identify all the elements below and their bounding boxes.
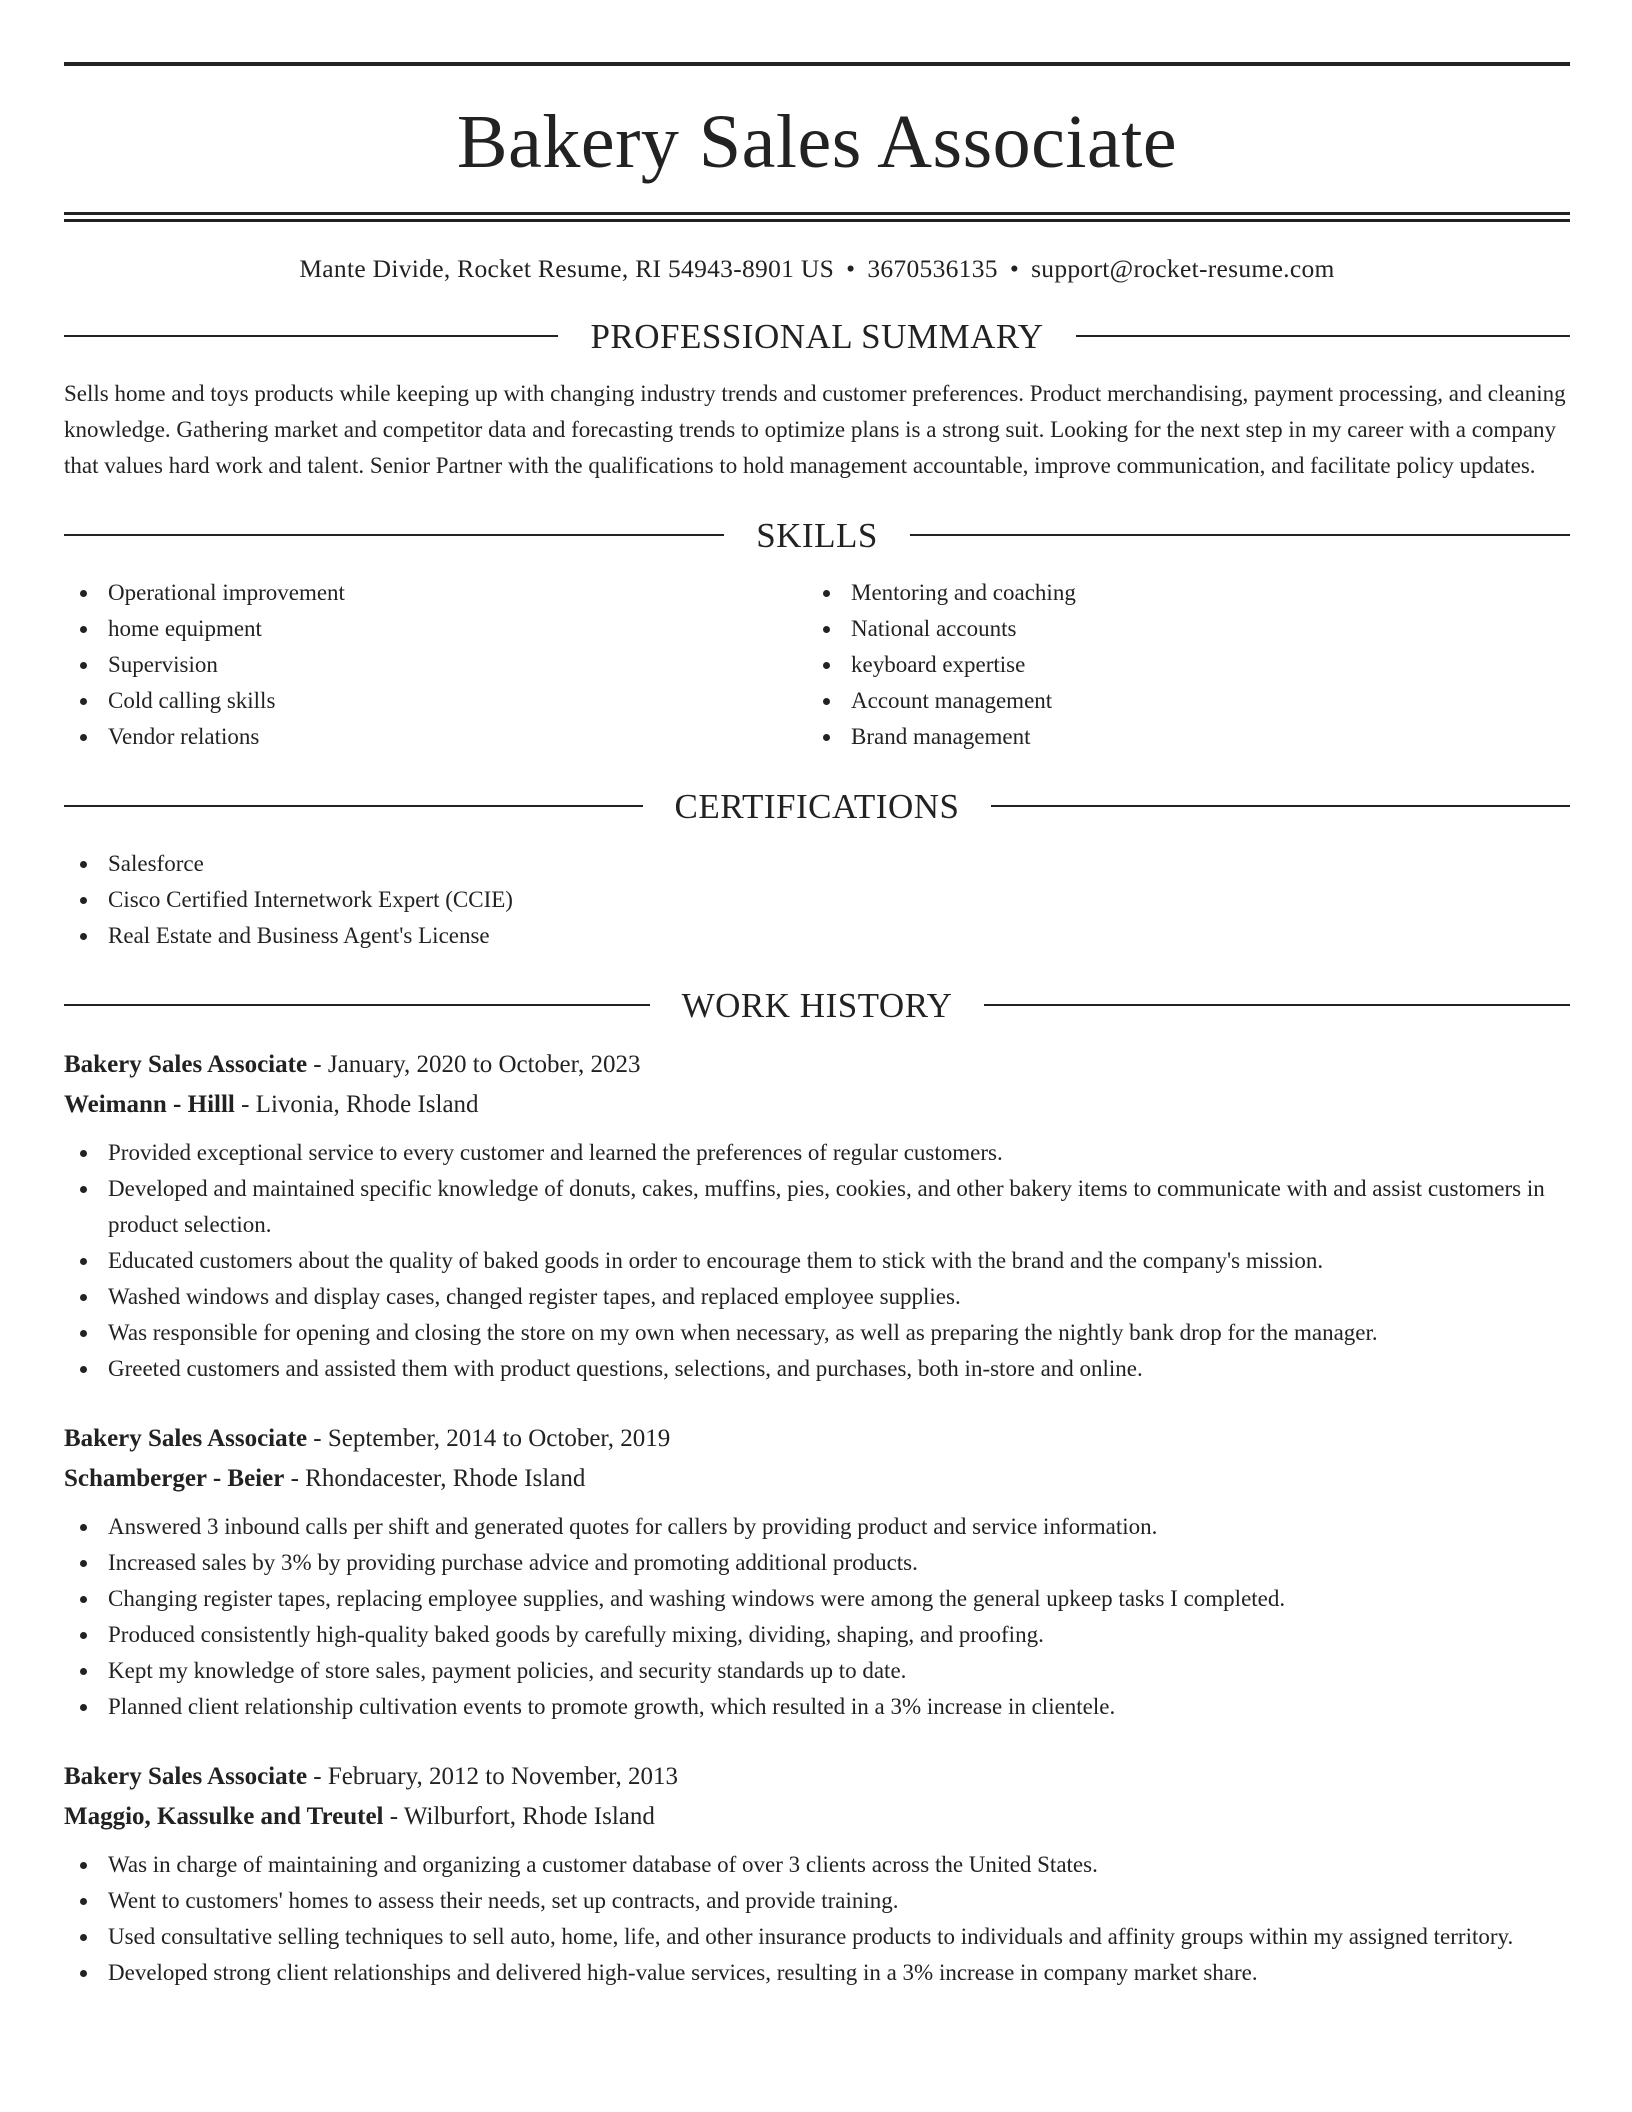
contact-address: Mante Divide, Rocket Resume, RI 54943-8901 US [299,254,835,283]
section-title: CERTIFICATIONS [674,786,960,826]
section-rule [64,534,724,536]
certification-item: Salesforce [64,846,1570,882]
top-rule [64,62,1570,66]
job-duties-list [64,1847,1570,1991]
section-header-skills [64,515,1570,555]
job-duties-list [64,1135,1570,1387]
skills-grid [64,575,1570,755]
certifications-list [64,846,1570,954]
job-company-line [64,1459,1570,1499]
skill-item: Mentoring and coaching [807,575,1550,611]
job-company: Weimann - Hilll [64,1090,235,1118]
skill-item: National accounts [807,611,1550,647]
section-header-summary [64,316,1570,356]
skill-item: home equipment [64,611,807,647]
job-role-line [64,1757,1570,1797]
job-company-line [64,1085,1570,1125]
section-rule [984,1004,1570,1006]
certification-item: Real Estate and Business Agent's License [64,918,1570,954]
job-duty: Washed windows and display cases, changed register tapes, and replaced employee supplies. [64,1279,1570,1315]
section-rule [1076,335,1570,337]
job-role: Bakery Sales Associate [64,1762,308,1790]
job-location: - Livonia, Rhode Island [234,1090,479,1118]
job-company: Schamberger - Beier [64,1464,285,1492]
section-header-certifications [64,786,1570,826]
section-rule [910,534,1570,536]
contact-line [64,254,1570,285]
certification-item: Cisco Certified Internetwork Expert (CCIE) [64,882,1570,918]
contact-separator: • [1009,254,1020,283]
job-company-line [64,1797,1570,1837]
skill-item: Brand management [807,719,1550,755]
job-company: Maggio, Kassulke and Treutel [64,1802,384,1830]
job-role: Bakery Sales Associate [64,1424,308,1452]
job-duty: Educated customers about the quality of baked goods in order to encourage them to stick with the brand and the company's mission. [64,1243,1570,1279]
section-title: PROFESSIONAL SUMMARY [590,316,1044,356]
contact-separator: • [846,254,856,283]
skills-column-left [64,575,807,755]
job-duty: Changing register tapes, replacing employee supplies, and washing windows were among the general upkeep tasks I completed. [64,1581,1570,1617]
job-duty: Greeted customers and assisted them with product questions, selections, and purchases, both in-store and online. [64,1351,1570,1387]
job-duty: Planned client relationship cultivation events to promote growth, which resulted in a 3% increase in clientele. [64,1689,1570,1725]
section-header-work-history [64,985,1570,1025]
resume-page [64,62,1570,1991]
job-duty: Kept my knowledge of store sales, payment policies, and security standards up to date. [64,1653,1570,1689]
job-duty: Was responsible for opening and closing the store on my own when necessary, as well as preparing the nightly bank drop for the manager. [64,1315,1570,1351]
section-title: SKILLS [756,515,878,555]
job-role-line [64,1045,1570,1085]
contact-email: support@rocket-resume.com [1031,254,1335,283]
title-double-rule [64,212,1570,222]
skills-column-right [807,575,1550,755]
job-role-line [64,1419,1570,1459]
skill-item: Account management [807,683,1550,719]
resume-title: Bakery Sales Associate [456,100,1178,184]
skill-item: Cold calling skills [64,683,807,719]
job-dates: - September, 2014 to October, 2019 [307,1424,671,1452]
section-rule [991,805,1570,807]
job-location: - Wilburfort, Rhode Island [383,1802,655,1830]
skill-item: Vendor relations [64,719,807,755]
job-entry [64,1757,1570,1991]
section-rule [64,805,643,807]
job-dates: - February, 2012 to November, 2013 [307,1762,678,1790]
job-duty: Went to customers' homes to assess their needs, set up contracts, and provide training. [64,1883,1570,1919]
job-duty: Used consultative selling techniques to sell auto, home, life, and other insurance products to individuals and affinity groups within my assigned territory. [64,1919,1570,1955]
section-title: WORK HISTORY [681,985,953,1025]
job-entry [64,1419,1570,1725]
section-rule [64,1004,650,1006]
job-duty: Was in charge of maintaining and organizing a customer database of over 3 clients across the United States. [64,1847,1570,1883]
job-duty: Developed strong client relationships and delivered high-value services, resulting in a 3% increase in company market share. [64,1955,1570,1991]
skill-item: Supervision [64,647,807,683]
summary-text: Sells home and toys products while keeping up with changing industry trends and customer preferences. Product merchandising, payment processing, and cleaning knowledge. Gathering market and competitor data and forecasting trends to optimize plans is a strong suit. Looking for the next step in my career with a company that values hard work and talent. Senior Partner with the qualifications to hold management accountable, improve communication, and facilitate policy updates. [64,380,1566,478]
contact-phone: 3670536135 [867,254,998,283]
job-duty: Developed and maintained specific knowledge of donuts, cakes, muffins, pies, cookies, and other bakery items to communicate with and assist customers in product selection. [64,1171,1570,1243]
skill-item: Operational improvement [64,575,807,611]
job-duty: Produced consistently high-quality baked goods by carefully mixing, dividing, shaping, and proofing. [64,1617,1570,1653]
section-rule [64,335,558,337]
job-duty: Increased sales by 3% by providing purchase advice and promoting additional products. [64,1545,1570,1581]
job-duties-list [64,1509,1570,1725]
job-role: Bakery Sales Associate [64,1050,308,1078]
job-duty: Answered 3 inbound calls per shift and generated quotes for callers by providing product and service information. [64,1509,1570,1545]
skill-item: keyboard expertise [807,647,1550,683]
job-dates: - January, 2020 to October, 2023 [307,1050,641,1078]
job-duty: Provided exceptional service to every customer and learned the preferences of regular customers. [64,1135,1570,1171]
job-entry [64,1045,1570,1387]
job-location: - Rhondacester, Rhode Island [284,1464,586,1492]
